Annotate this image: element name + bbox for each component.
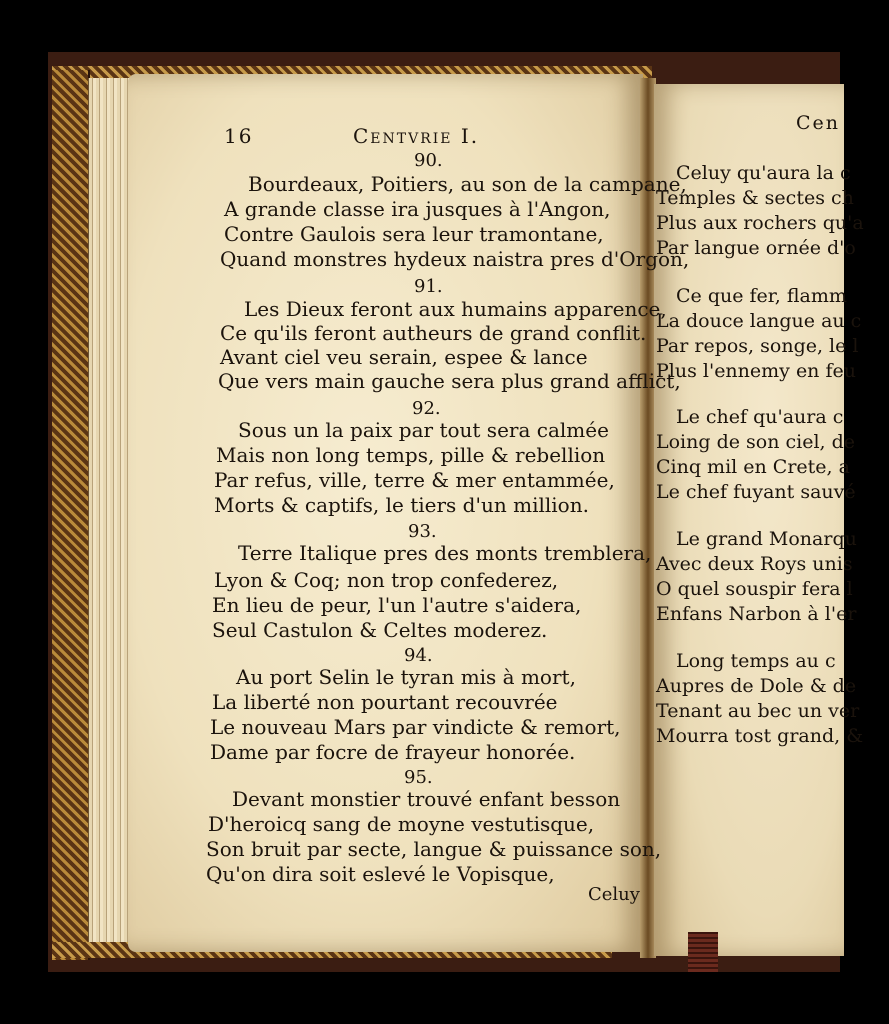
verse-line: A grande classe ira jusques à l'Angon,	[224, 197, 611, 221]
verse-line: Le nouveau Mars par vindicte & remort,	[210, 715, 621, 739]
verse-line: Par repos, songe, le l	[656, 335, 859, 357]
verse-line: Son bruit par secte, langue & puissance son,	[206, 837, 662, 861]
verse-line: Bourdeaux, Poitiers, au son de la campane,	[248, 172, 687, 196]
page-number: 16	[224, 124, 254, 148]
verse-line: Sous un la paix par tout sera calmée	[238, 418, 609, 442]
verse-line: Aupres de Dole & de	[656, 675, 857, 697]
verse-line: Devant monstier trouvé enfant besson	[232, 787, 621, 811]
verse-line: Avec deux Roys unis	[656, 553, 853, 575]
verse-line: Mais non long temps, pille & rebellion	[216, 443, 606, 467]
verse-line: Ce que fer, flamm	[676, 285, 847, 307]
binding-left-border	[52, 70, 90, 960]
verse-line: Plus l'ennemy en feu	[656, 360, 856, 382]
verse-line: Quand monstres hydeux naistra pres d'Orgon,	[220, 247, 690, 271]
verse-line: En lieu de peur, l'un l'autre s'aidera,	[212, 593, 582, 617]
verse-line: Dame par focre de frayeur honorée.	[210, 740, 576, 764]
verse-line: Celuy qu'aura la c	[676, 162, 851, 184]
verse-line: Cinq mil en Crete, a	[656, 456, 850, 478]
verse-line: Lyon & Coq; non trop confederez,	[214, 568, 559, 592]
verse-line: Long temps au c	[676, 650, 836, 672]
verse-line: Que vers main gauche sera plus grand afflict,	[218, 369, 681, 393]
running-head: Centvrie I.	[353, 124, 480, 148]
verse-line: Par refus, ville, terre & mer entammée,	[214, 468, 615, 492]
quatrain-number: 93.	[408, 521, 437, 542]
verse-line: Ce qu'ils feront autheurs de grand conflit.	[220, 321, 647, 345]
bookmark-ribbon	[688, 932, 718, 972]
quatrain-number: 92.	[412, 398, 441, 419]
verse-line: Terre Italique pres des monts tremblera,	[238, 541, 652, 565]
verse-line: Le chef qu'aura c	[676, 406, 844, 428]
verse-line: Qu'on dira soit eslevé le Vopisque,	[206, 862, 555, 886]
verse-line: Temples & sectes ch	[656, 187, 854, 209]
verse-line: Loing de son ciel, de	[656, 431, 856, 453]
verse-line: Au port Selin le tyran mis à mort,	[236, 665, 576, 689]
verse-line: Seul Castulon & Celtes moderez.	[212, 618, 548, 642]
verse-line: Contre Gaulois sera leur tramontane,	[224, 222, 604, 246]
verse-line: Le grand Monarqu	[676, 528, 857, 550]
verse-line: Plus aux rochers qu'a	[656, 212, 864, 234]
verse-line: La douce langue au c	[656, 310, 862, 332]
quatrain-number: 90.	[414, 150, 443, 171]
right-page-text	[606, 32, 864, 904]
verse-line: Mourra tost grand, &	[656, 725, 864, 747]
right-running-head: Cen	[796, 112, 841, 134]
verse-line: Les Dieux feront aux humains apparence,	[244, 297, 667, 321]
verse-line: Enfans Narbon à l'er	[656, 603, 857, 625]
verse-line: Le chef fuyant sauvé	[656, 481, 856, 503]
verse-line: O quel souspir fera l	[656, 578, 853, 600]
verse-line: Morts & captifs, le tiers d'un million.	[214, 493, 589, 517]
verse-line: Par langue ornée d'o	[656, 237, 856, 259]
verse-line: La liberté non pourtant recouvrée	[212, 690, 558, 714]
verse-line: Tenant au bec un ver	[656, 700, 860, 722]
quatrain-number: 95.	[404, 767, 433, 788]
quatrain-number: 91.	[414, 276, 443, 297]
verse-line: D'heroicq sang de moyne vestutisque,	[208, 812, 595, 836]
catchword: Celuy	[588, 884, 640, 905]
quatrain-number: 94.	[404, 645, 433, 666]
verse-line: Avant ciel veu serain, espee & lance	[220, 345, 588, 369]
